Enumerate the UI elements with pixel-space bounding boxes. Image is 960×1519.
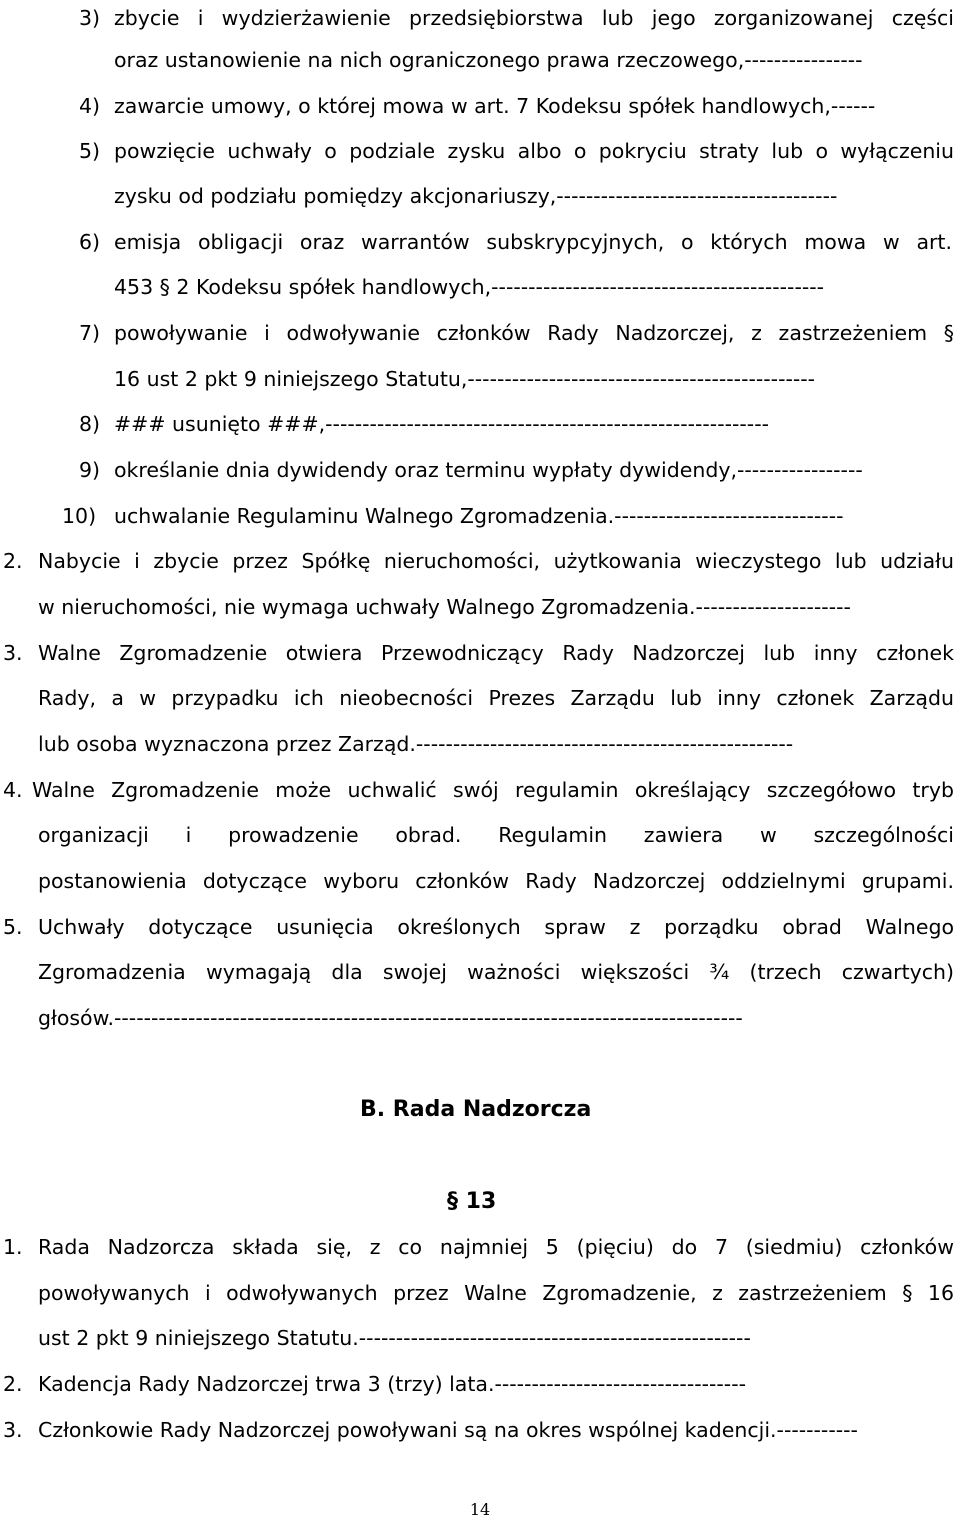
point-line: Rady, a w przypadku ich nieobecności Prezes Zarządu lub inny członek Zarządu <box>38 686 954 710</box>
point-line: Członkowie Rady Nadzorczej powoływani są na okres wspólnej kadencji.----------- <box>38 1418 858 1442</box>
point-line: ust 2 pkt 9 niniejszego Statutu.----------------------------------------------------- <box>38 1326 751 1350</box>
point-line: Nabycie i zbycie przez Spółkę nieruchomości, użytkowania wieczystego lub udziału <box>38 549 954 573</box>
list-item-line: powoływanie i odwoływanie członków Rady Nadzorczej, z zastrzeżeniem § <box>114 321 954 345</box>
section-title: B. Rada Nadzorcza <box>360 1097 592 1122</box>
point-line: Zgromadzenia wymagają dla swojej ważności większości ¾ (trzech czwartych) <box>38 960 954 984</box>
page-number: 14 <box>469 1500 491 1519</box>
point-line: w nieruchomości, nie wymaga uchwały Walnego Zgromadzenia.--------------------- <box>38 595 851 619</box>
list-item-line: emisja obligacji oraz warrantów subskrypcyjnych, o których mowa w art. <box>114 230 952 254</box>
point-line: powoływanych i odwoływanych przez Walne Zgromadzenie, z zastrzeżeniem § 16 <box>38 1281 954 1305</box>
point-number: 5. <box>3 915 23 939</box>
list-number: 3) <box>79 6 101 30</box>
list-item-line: powzięcie uchwały o podziale zysku albo o pokryciu straty lub o wyłączeniu <box>114 139 954 163</box>
point-number: 2. <box>3 549 23 573</box>
point-line: głosów.------------------------------------------------------------------------------------- <box>38 1006 743 1030</box>
point-line: lub osoba wyznaczona przez Zarząd.--------------------------------------------------- <box>38 732 794 756</box>
paragraph-heading: § 13 <box>447 1189 497 1214</box>
list-number: 8) <box>79 412 101 436</box>
point-number: 3. <box>3 1418 23 1442</box>
list-number: 5) <box>79 139 101 163</box>
point-number: 1. <box>3 1235 23 1259</box>
point-number: 2. <box>3 1372 23 1396</box>
list-item-line: określanie dnia dywidendy oraz terminu wypłaty dywidendy,----------------- <box>114 458 863 482</box>
list-item-line: uchwalanie Regulaminu Walnego Zgromadzenia.------------------------------- <box>114 504 844 528</box>
list-number: 6) <box>79 230 101 254</box>
point-number: 3. <box>3 641 23 665</box>
point-line: Rada Nadzorcza składa się, z co najmniej 5 (pięciu) do 7 (siedmiu) członków <box>38 1235 954 1259</box>
list-item-line: 453 § 2 Kodeksu spółek handlowych,--------------------------------------------- <box>114 275 825 299</box>
point-line: Walne Zgromadzenie może uchwalić swój regulamin określający szczegółowo tryb <box>32 778 954 802</box>
list-number: 4) <box>79 94 101 118</box>
list-item-line: 16 ust 2 pkt 9 niniejszego Statutu,----------------------------------------------- <box>114 367 816 391</box>
list-item-line: ### usunięto ###,------------------------------------------------------------ <box>114 412 769 436</box>
list-item-line: oraz ustanowienie na nich ograniczonego prawa rzeczowego,---------------- <box>114 48 863 72</box>
point-line: Walne Zgromadzenie otwiera Przewodniczący Rady Nadzorczej lub inny członek <box>38 641 954 665</box>
point-line: postanowienia dotyczące wyboru członków Rady Nadzorczej oddzielnymi grupami. <box>38 869 954 893</box>
point-line: Kadencja Rady Nadzorczej trwa 3 (trzy) lata.---------------------------------- <box>38 1372 746 1396</box>
point-number: 4. <box>3 778 23 802</box>
list-item-line: zysku od podziału pomiędzy akcjonariuszy,-------------------------------------- <box>114 184 838 208</box>
list-item-line: zbycie i wydzierżawienie przedsiębiorstwa lub jego zorganizowanej części <box>114 6 954 30</box>
list-number: 9) <box>79 458 101 482</box>
point-line: organizacji i prowadzenie obrad. Regulamin zawiera w szczególności <box>38 823 954 847</box>
list-number: 7) <box>79 321 101 345</box>
point-line: Uchwały dotyczące usunięcia określonych spraw z porządku obrad Walnego <box>38 915 954 939</box>
list-number: 10) <box>62 504 97 528</box>
list-item-line: zawarcie umowy, o której mowa w art. 7 Kodeksu spółek handlowych,------ <box>114 94 876 118</box>
